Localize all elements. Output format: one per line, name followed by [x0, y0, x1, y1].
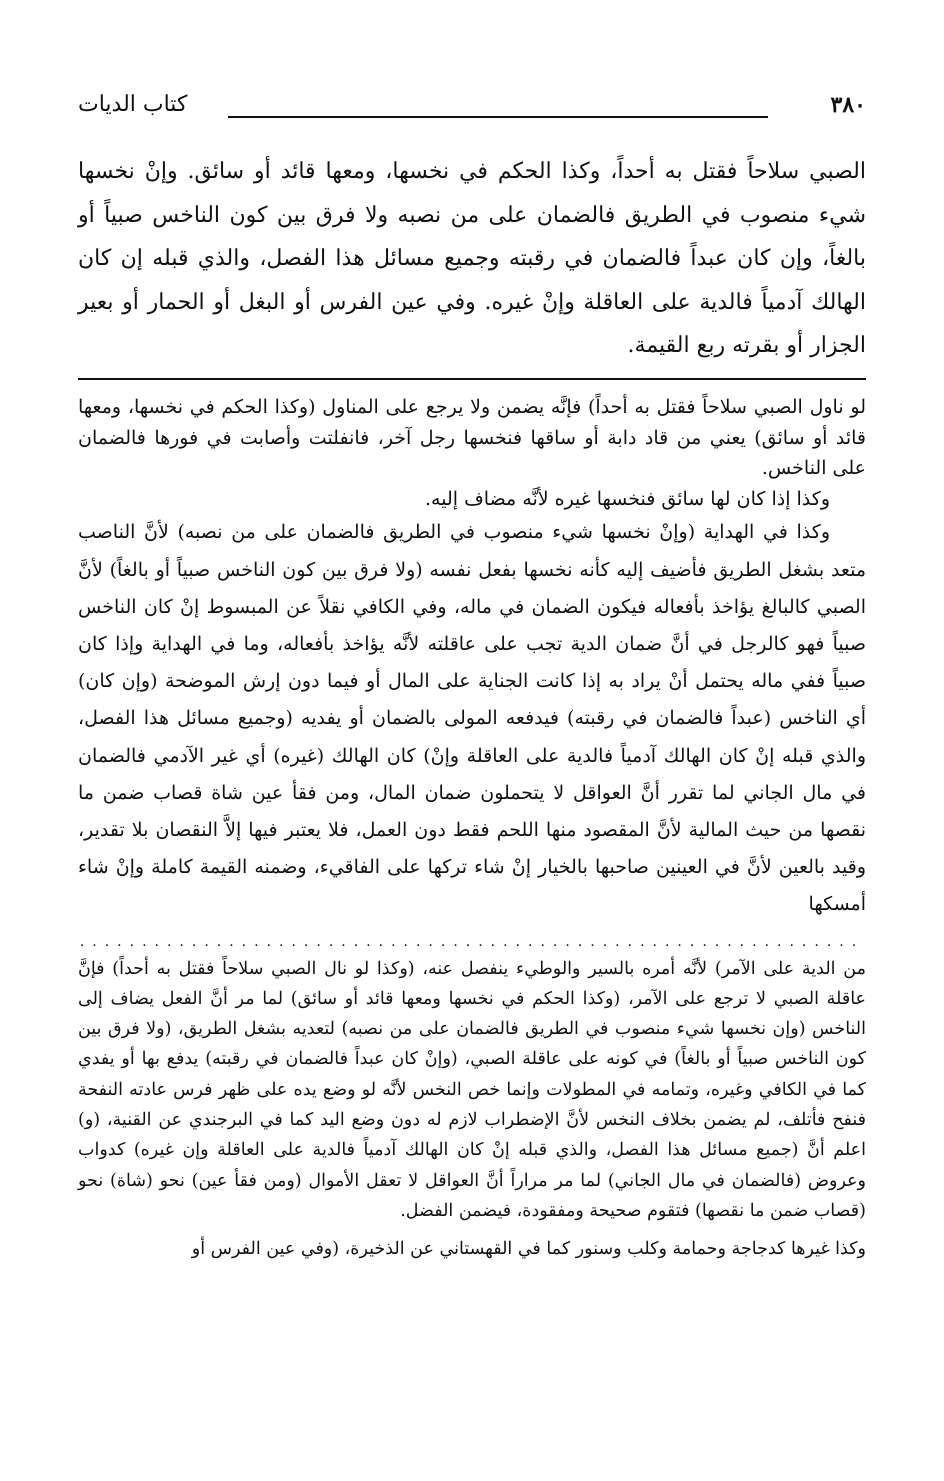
main-divider [78, 378, 866, 380]
commentary-paragraph-1: لو ناول الصبي سلاحاً فقتل به أحداً) فإنَّه يضمن ولا يرجع على المناول (وكذا الحكم في نخسها، ومعها قائد أو سائق) يعني من قاد دابة أو ساقها فنخسها رجل آخر، فانفلتت وأصابت في فورها فالضمان على الناخس. [78, 395, 866, 480]
header-rule [228, 116, 768, 118]
main-text-block [78, 150, 866, 368]
page-number: ٣٨٠ [830, 92, 866, 118]
main-text: الصبي سلاحاً فقتل به أحداً، وكذا الحكم في نخسها، ومعها قائد أو سائق. وإنْ نخسها شيء منصوب في الطريق فالضمان على من نصبه ولا فرق بين كون الناخس صبياً أو بالغاً، وإن كان عبداً فالضمان في رقبته وجميع مسائل هذا الفصل، والذي قبله إن كان الهالك آدمياً فالدية على العاقلة وإنْ غيره. وفي عين الفرس أو البغل أو الحمار أو بعير الجزار أو بقرته ربع القيمة. [78, 159, 866, 359]
footnote-paragraph-1: من الدية على الآمر) لأنَّه أمره بالسير والوطيء ينفصل عنه، (وكذا لو نال الصبي سلاحاً فقتل به أحداً) فإنَّ عاقلة الصبي لا ترجع على الآمر، (وكذا الحكم في نخسها ومعها قائد أو سائق) لما مر أنَّ الفعل يضاف إلى الناخس (وإن نخسها شيء منصوب في الطريق فالضمان على من نصبه) لتعديه بشغل الطريق، (ولا فرق بين كون الناخس صبياً أو بالغاً) في كونه على عاقلة الصبي، (وإنْ كان عبداً فالضمان في رقبته) يدفع بها أو يفدي كما في الكافي وغيره، وتمامه في المطولات وإنما خص النخس لأنَّه لو وضع يده على ظهر فرس عادته النفحة فنفح فأتلف، لم يضمن بخلاف النخس لأنَّ الإضطراب لازم له دون وضع اليد كما في البرجندي عن القنية، (و) اعلم أنَّ (جميع مسائل هذا الفصل، والذي قبله إنْ كان الهالك آدمياً فالدية على العاقلة وإن غيره) كدواب وعروض (فالضمان في مال الجاني) لما مر مراراً أنَّ العواقل لا تعقل الأموال (ومن فقأ عين) نحو (شاة) نحو (قصاب ضمن ما نقصها) فتقوم صحيحة ومفقودة، فيضمن الفضل. [78, 958, 867, 1221]
commentary-block [78, 392, 866, 924]
footnote-block [78, 954, 866, 1265]
book-page [78, 86, 866, 1265]
book-title: كتاب الديات [78, 92, 188, 117]
footnote-paragraph-2: وكذا غيرها كدجاجة وحمامة وكلب وسنور كما في القهستاني عن الذخيرة، (وفي عين الفرس أو [191, 1239, 866, 1260]
dotted-separator: ............................................................... [79, 933, 865, 950]
commentary-paragraph-2: وكذا إذا كان لها سائق فنخسها غيره لأنَّه مضاف إليه. [425, 487, 830, 510]
commentary-paragraph-3: وكذا في الهداية (وإنْ نخسها شيء منصوب في الطريق فالضمان على من نصبه) لأنَّ الناصب متعد بشغل الطريق فأضيف إليه كأنه نخسها بفعل نفسه (ولا فرق بين كون الناخس صبياً أو بالغاً) لأنَّ الصبي كالبالغ يؤاخذ بأفعاله فيكون الضمان في ماله، وفي الكافي نقلاً عن المبسوط إنْ كان الناخس صبياً فهو كالرجل في أنَّ ضمان الدية تجب على عاقلته لأنَّه يؤاخذ بأفعاله، وما في الهداية وإذا كان صبياً ففي ماله يحتمل أنْ يراد به إذا كانت الجناية على المال أو فيما دون إرش الموضحة (وإن كان) أي الناخس (عبداً فالضمان في رقبته) فيدفعه المولى بالضمان أو يفديه (وجميع مسائل هذا الفصل، والذي قبله إنْ كان الهالك آدمياً فالدية على العاقلة وإنْ) كان الهالك (غيره) أي غير الآدمي فالضمان في مال الجاني لما تقرر أنَّ العواقل لا يتحملون ضمان المال، ومن فقأ عين شاة قصاب ضمن ما نقصها من حيث المالية لأنَّ المقصود منها اللحم فقط دون العمل، فلا يعتبر فيها إلاَّ النقصان بلا تقدير، وقيد بالعين لأنَّ في العينين صاحبها بالخيار إنْ شاء تركها على الفاقيء، وضمنه القيمة كاملة وإنْ شاء أمسكها [78, 521, 866, 916]
page-header [78, 86, 866, 126]
